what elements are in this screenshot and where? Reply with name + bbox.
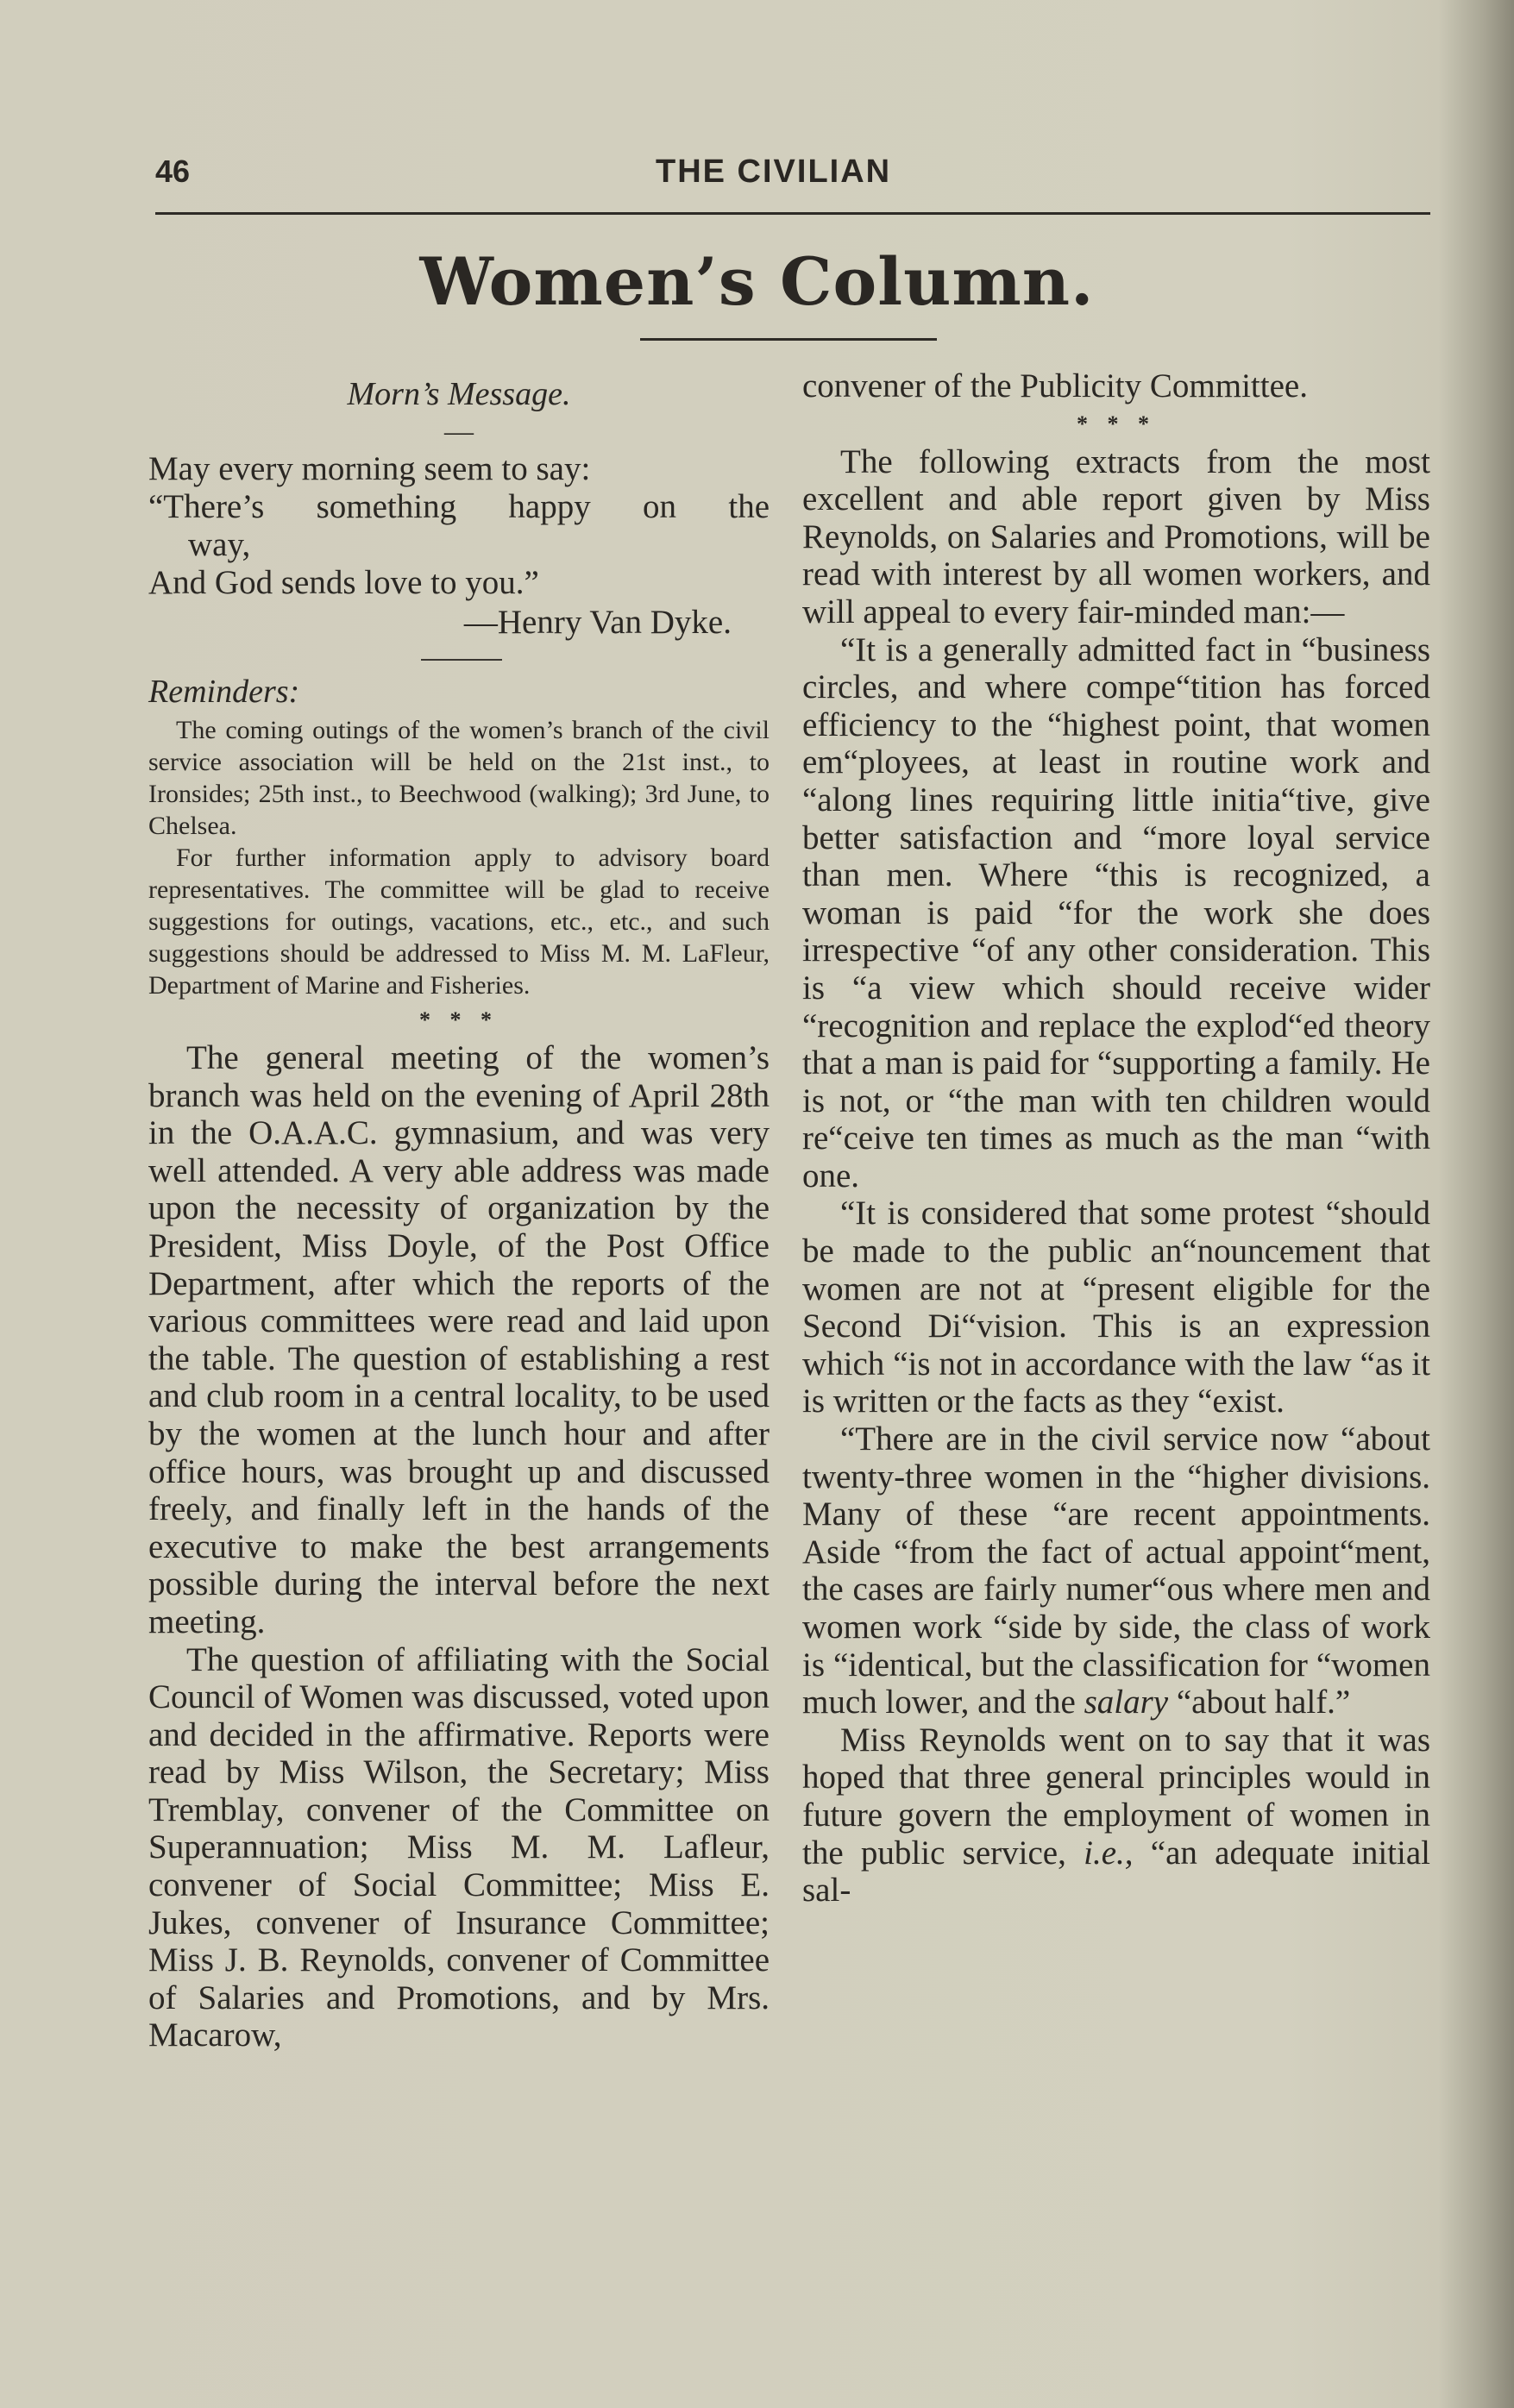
reminders-paragraph: The coming outings of the women’s branch of the civil service association will be held on the 21st inst., to Ironsides; 25th inst., to Beechwood (walking); 3rd June, to Chelsea. [148,716,770,840]
section-stars: * * * [1077,411,1156,436]
body-text: “an adequate initial sal- [802,1834,1430,1909]
emphasis: salary [1084,1684,1169,1721]
poem-attribution: —Henry Van Dyke. [463,604,732,641]
quote-text: “There are in the civil service now “about twenty-three women in the “higher divisions. Many of these “are recent appointments. Aside “from the fact of actual appoint“ment, the cases are fairly numer“ous where men and women work “side by side, the class of work is “identical, but the classification for “women much lower, and the [802,1420,1430,1721]
poem-line: way, [188,526,251,563]
reminders-heading: Reminders: [148,674,300,710]
right-column [802,367,1430,1909]
poem-line: “There’s something happy on the [148,488,770,525]
poem-dash: — [444,416,474,448]
page-number: 46 [155,154,191,189]
body-paragraph: The general meeting of the women’s branch was held on the evening of April 28th in the O.A.A.C. gymnasium, and was very well attended. A very able address was made upon the necessity of organization by the President, Miss Doyle, of the Post Office Department, after which the reports of the various committees were read and laid upon the table. The question of establishing a rest and club room in a central locality, to be used by the women at the lunch hour and after office hours, was brought up and discussed freely, and finally left in the hands of the executive to make the best arrangements possible during the interval before the next meeting. [148,1039,770,1640]
poem-line: And God sends love to you.” [148,564,539,601]
poem-line: May every morning seem to say: [148,450,591,487]
publication-title: THE CIVILIAN [656,154,892,190]
poem-title: Morn’s Message. [347,376,571,412]
quote-paragraph: “It is a generally admitted fact in “business circles, and where compe“tition has forced efficiency to the “highest point, that women em“ployees, at least in routine work and “along lines requiring little initia“tive, give better satisfaction and “more loyal service than men. Where “this is recognized, a woman is paid “for the work she does irrespective “of any other consideration. This is “a view which should receive wider “recognition and replace the explod“ed theory that a man is paid for “supporting a family. He is not, or “the man with ten children would re“ceive ten times as much as the man “with one. [802,630,1430,1195]
emphasis: i.e., [1084,1834,1134,1872]
body-paragraph [802,1721,1430,1909]
body-text: Miss Reynolds went on to say that it was hoped that three general principles would in future govern the employment of women in the public service, [802,1721,1430,1872]
section-rule [421,659,502,661]
left-column [148,367,770,2054]
header-rule [155,212,1430,215]
reminders-paragraph: For further information apply to advisory board representatives. The committee will be glad to receive suggestions for outings, vacations, etc., etc., and such suggestions should be addressed to Miss M. M. LaFleur, Department of Marine and Fisheries. [148,843,770,1000]
column-title: Women’s Column. [419,243,1095,320]
title-rule [640,338,937,341]
quote-text: “about half.” [1176,1684,1351,1721]
body-paragraph: The following extracts from the most excellent and able report given by Miss Reynolds, on Salaries and Promotions, will be read with interest by all women workers, and will appeal to every fair-minded man:— [802,442,1430,630]
quote-paragraph: “It is considered that some protest “should be made to the public an“nouncement that women are not at “present eligible for the Second Di“vision. This is an expression which “is not in accordance with the law “as it is written or the facts as they “exist. [802,1195,1430,1420]
body-paragraph: The question of affiliating with the Social Council of Women was discussed, voted upon and decided in the affirmative. Reports were read by Miss Wilson, the Secretary; Miss Tremblay, convener of the Committee on Superannuation; Miss M. M. Lafleur, convener of Social Committee; Miss E. Jukes, convener of Insurance Committee; Miss J. B. Reynolds, convener of Committee of Salaries and Promotions, and by Mrs. Macarow, [148,1640,770,2054]
body-paragraph: convener of the Publicity Committee. [802,367,1308,404]
section-stars: * * * [419,1007,499,1032]
quote-paragraph [802,1420,1430,1721]
